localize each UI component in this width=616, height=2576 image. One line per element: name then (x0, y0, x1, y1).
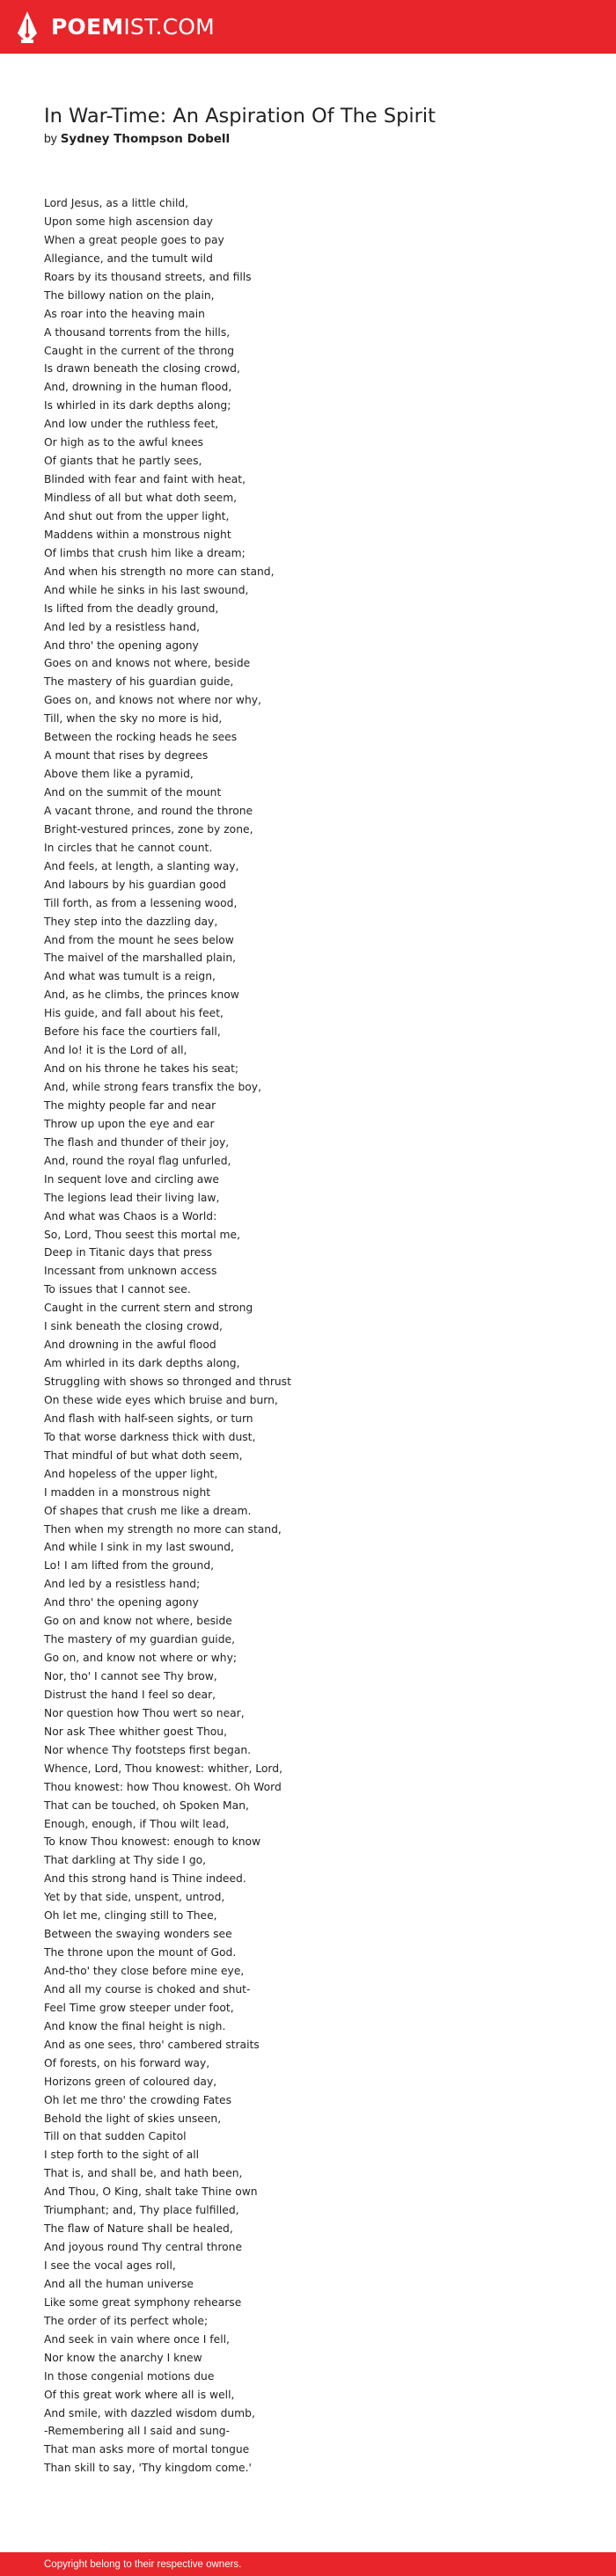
poem-line: Blinded with fear and faint with heat, (44, 473, 246, 486)
poem-line: Between the swaying wonders see (44, 1928, 232, 1941)
poem-body (44, 194, 291, 2477)
site-logo-link[interactable] (16, 11, 215, 44)
poem-line: Then when my strength no more can stand, (44, 1522, 282, 1536)
poem-line: Caught in the current of the throng (44, 344, 235, 357)
poem-line: Triumphant; and, Thy place fulfilled, (44, 2204, 239, 2217)
poem-line: Goes on, and knows not where nor why, (44, 694, 261, 707)
poem-line: Between the rocking heads he sees (44, 731, 238, 744)
poem-line: Go on and know not where, beside (44, 1615, 232, 1628)
poem-line: The order of its perfect whole; (44, 2314, 209, 2327)
poem-line: So, Lord, Thou seest this mortal me, (44, 1228, 241, 1241)
poem-line: Than skill to say, 'Thy kingdom come.' (44, 2462, 252, 2475)
pen-nib-icon (16, 11, 39, 44)
poem-line: And what was tumult is a reign, (44, 970, 216, 983)
poem-line: Of shapes that crush me like a dream. (44, 1504, 252, 1517)
brand-light: IST.COM (123, 14, 215, 40)
poem-line: Nor whence Thy footsteps first began. (44, 1743, 252, 1756)
poem-line: Throw up upon the eye and ear (44, 1117, 215, 1130)
poem-line: Oh let me thro' the crowding Fates (44, 2093, 231, 2106)
poem-line: To know Thou knowest: enough to know (44, 1835, 261, 1849)
poem-line: And seek in vain where once I fell, (44, 2332, 230, 2346)
poem-line: And thro' the opening agony (44, 639, 199, 652)
poem-line: And while I sink in my last swound, (44, 1541, 234, 1554)
poem-line: And what was Chaos is a World: (44, 1209, 217, 1222)
poem-line: And on his throne he takes his seat; (44, 1062, 239, 1076)
poem-line: Till, when the sky no more is hid, (44, 712, 223, 726)
poem-line: Of forests, on his forward way, (44, 2056, 210, 2069)
poem-line: Is drawn beneath the closing crowd, (44, 362, 240, 376)
poem-line: And Thou, O King, shalt take Thine own (44, 2186, 258, 2199)
poem-line: Bright-vestured princes, zone by zone, (44, 822, 253, 836)
poem-line: And, as he climbs, the princes know (44, 989, 239, 1002)
poem-line: That man asks more of mortal tongue (44, 2443, 250, 2456)
poem-line: And know the final height is nigh. (44, 2019, 226, 2032)
poem-line: Enough, enough, if Thou wilt lead, (44, 1817, 230, 1830)
poem-line: Allegiance, and the tumult wild (44, 252, 213, 265)
poem-line: The mighty people far and near (44, 1098, 216, 1112)
poem-line: In sequent love and circling awe (44, 1172, 219, 1186)
poem-line: Roars by its thousand streets, and fills (44, 270, 252, 283)
poem-line: As roar into the heaving main (44, 307, 205, 320)
poem-line: And this strong hand is Thine indeed. (44, 1872, 246, 1886)
poem-line: And hopeless of the upper light, (44, 1467, 218, 1480)
poem-line: -Remembering all I said and sung- (44, 2425, 231, 2438)
poem-line: And feels, at length, a slanting way, (44, 859, 239, 872)
poem-line: Behold the light of skies unseen, (44, 2112, 222, 2125)
poem-line: And led by a resistless hand; (44, 1578, 201, 1591)
poem-line: Of this great work where all is well, (44, 2388, 235, 2401)
poem-line: Horizons green of coloured day, (44, 2075, 217, 2088)
poem-line: Till on that sudden Capitol (44, 2130, 187, 2143)
poem-line: I see the vocal ages roll, (44, 2259, 176, 2272)
poem-line: That darkling at Thy side I go, (44, 1854, 207, 1867)
poem-line: They step into the dazzling day, (44, 915, 218, 928)
poem-line: Is lifted from the deadly ground, (44, 602, 219, 615)
poem-line: Mindless of all but what doth seem, (44, 492, 238, 504)
brand-bold: POEM (51, 14, 124, 40)
poem-line: Caught in the current stern and strong (44, 1302, 253, 1315)
poem-line: Or high as to the awful knees (44, 436, 204, 449)
copyright-text: Copyright belong to their respective owners. (44, 2558, 242, 2570)
poem-line: The flash and thunder of their joy, (44, 1135, 230, 1149)
poem-line: That can be touched, oh Spoken Man, (44, 1799, 249, 1812)
poem-line: Go on, and know not where or why; (44, 1652, 238, 1665)
poem-line: A vacant throne, and round the throne (44, 804, 253, 817)
poem-line: Yet by that side, unspent, untrod, (44, 1891, 225, 1904)
poem-heading (44, 104, 572, 147)
poem-line: Of limbs that crush him like a dream; (44, 546, 246, 559)
poem-line: And drowning in the awful flood (44, 1339, 216, 1352)
poem-line: And led by a resistless hand, (44, 620, 200, 633)
poem-line: And labours by his guardian good (44, 878, 226, 891)
poem-line: That is, and shall be, and hath been, (44, 2167, 243, 2180)
poem-line: To issues that I cannot see. (44, 1283, 191, 1296)
poem-line: The maivel of the marshalled plain, (44, 952, 237, 965)
poem-line: Nor, tho' I cannot see Thy brow, (44, 1670, 217, 1682)
poem-line: And while he sinks in his last swound, (44, 583, 249, 596)
poem-line: Deep in Titanic days that press (44, 1246, 213, 1259)
poem-line: And as one sees, thro' cambered straits (44, 2038, 260, 2051)
poem-line: On these wide eyes which bruise and burn, (44, 1393, 278, 1406)
poem-line: Above them like a pyramid, (44, 768, 194, 781)
poem-line: And-tho' they close before mine eye, (44, 1965, 245, 1977)
poem-line: Nor question how Thou wert so near, (44, 1706, 245, 1719)
poem-line: Incessant from unknown access (44, 1265, 217, 1278)
poem-line: The throne upon the mount of God. (44, 1946, 237, 1959)
poem-line: The billowy nation on the plain, (44, 288, 215, 302)
poem-line: And lo! it is the Lord of all, (44, 1044, 187, 1057)
poem-line: In those congenial motions due (44, 2369, 215, 2383)
poem-line: And smile, with dazzled wisdom dumb, (44, 2406, 255, 2419)
site-footer (0, 2552, 616, 2576)
poem-line: Like some great symphony rehearse (44, 2295, 242, 2309)
poem-line: Am whirled in its dark depths along, (44, 1357, 240, 1370)
poem-line: The mastery of his guardian guide, (44, 675, 234, 689)
poem-line: His guide, and fall about his feet, (44, 1007, 224, 1020)
by-label: by (44, 131, 57, 145)
poem-line: Whence, Lord, Thou knowest: whither, Lord, (44, 1762, 282, 1775)
poem-line: Oh let me, clinging still to Thee, (44, 1909, 217, 1923)
poem-line: And flash with half-seen sights, or turn (44, 1412, 253, 1425)
poem-line: The legions lead their living law, (44, 1191, 220, 1204)
poem-line: Till forth, as from a lessening wood, (44, 896, 238, 909)
poem-line: Thou knowest: how Thou knowest. Oh Word (44, 1780, 282, 1793)
poem-line: Before his face the courtiers fall, (44, 1025, 221, 1039)
poem-line: And low under the ruthless feet, (44, 418, 219, 431)
poem-line: To that worse darkness thick with dust, (44, 1430, 256, 1443)
poem-line: Lo! I am lifted from the ground, (44, 1559, 215, 1573)
poem-line: Maddens within a monstrous night (44, 528, 231, 541)
poem-line: Nor know the anarchy I knew (44, 2351, 202, 2364)
poem-line: And all the human universe (44, 2277, 194, 2290)
poem-line: And thro' the opening agony (44, 1596, 199, 1609)
poem-line: And, while strong fears transfix the boy, (44, 1081, 261, 1093)
poem-line: I step forth to the sight of all (44, 2149, 200, 2162)
poem-line: I sink beneath the closing crowd, (44, 1320, 223, 1333)
poem-line: Upon some high ascension day (44, 215, 213, 228)
brand-wordmark (51, 16, 215, 38)
poem-line: And joyous round Thy central throne (44, 2241, 243, 2254)
poem-line: Feel Time grow steeper under foot, (44, 2001, 234, 2014)
poem-line: And, round the royal flag unfurled, (44, 1154, 231, 1167)
poem-line: Is whirled in its dark depths along; (44, 399, 231, 412)
poem-line: The mastery of my guardian guide, (44, 1633, 235, 1646)
poem-line: Struggling with shows so thronged and thrust (44, 1376, 291, 1388)
poem-line: Distrust the hand I feel so dear, (44, 1688, 216, 1701)
poem-line: Nor ask Thee whither goest Thou, (44, 1725, 227, 1738)
poem-line: That mindful of but what doth seem, (44, 1449, 243, 1462)
author-link[interactable]: Sydney Thompson Dobell (60, 132, 231, 146)
poem-line: Of giants that he partly sees, (44, 455, 202, 468)
poem-line: Lord Jesus, as a little child, (44, 197, 189, 209)
poem-line: In circles that he cannot count. (44, 841, 213, 854)
poem-line: I madden in a monstrous night (44, 1485, 211, 1499)
poem-line: And shut out from the upper light, (44, 509, 230, 522)
poem-line: And when his strength no more can stand, (44, 565, 275, 578)
poem-line: And from the mount he sees below (44, 933, 234, 946)
poem-byline (44, 130, 572, 147)
poem-line: A thousand torrents from the hills, (44, 325, 231, 339)
poem-line: A mount that rises by degrees (44, 749, 209, 763)
poem-line: Goes on and knows not where, beside (44, 657, 251, 670)
site-header (0, 0, 616, 54)
poem-line: And, drowning in the human flood, (44, 381, 232, 394)
poem-line: When a great people goes to pay (44, 233, 224, 246)
poem-line: And on the summit of the mount (44, 786, 222, 799)
poem-line: And all my course is choked and shut- (44, 1982, 251, 1996)
poem-title: In War-Time: An Aspiration Of The Spirit (44, 105, 436, 128)
poem-line: The flaw of Nature shall be healed, (44, 2222, 233, 2236)
